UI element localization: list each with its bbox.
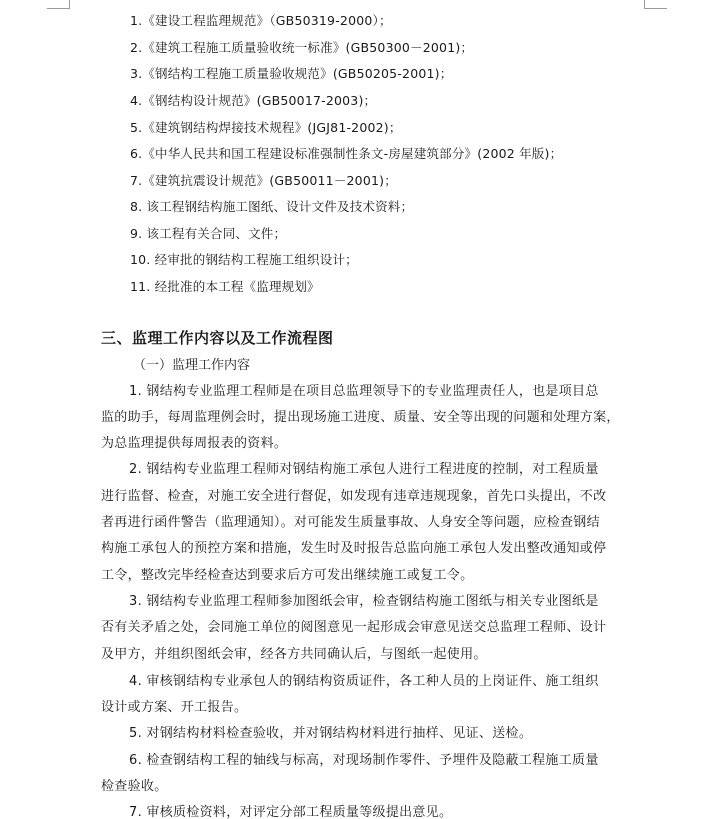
- reference-item-1: 1.《建设工程监理规范》（GB50319-2000）；: [130, 13, 392, 28]
- reference-item-6: 6.《中华人民共和国工程建设标准强制性条文-房屋建筑部分》(2002 年版)；: [130, 146, 563, 161]
- subsection-heading: （一）监理工作内容: [133, 358, 251, 373]
- page-corner-mark-right: [644, 0, 667, 9]
- paragraph-line: 否有关矛盾之处，会同施工单位的阅图意见一起形成会审意见送交总监理工程师、设计: [101, 620, 607, 635]
- paragraph-line: 者再进行函件警告（监理通知）。对可能发生质量事故、人身安全等问题，应检查钢结: [101, 515, 600, 530]
- paragraph-line: 进行监督、检查，对施工安全进行督促，如发现有违章违规现象，首先口头提出，不改: [101, 489, 607, 504]
- reference-item-10: 10. 经审批的钢结构工程施工组织设计；: [130, 252, 358, 267]
- paragraph-line: 6. 检查钢结构工程的轴线与标高，对现场制作零件、予埋件及隐蔽工程施工质量: [129, 753, 599, 768]
- reference-item-2: 2.《建筑工程施工质量验收统一标准》(GB50300－2001)；: [130, 40, 474, 55]
- paragraph-line: 为总监理提供每周报表的资料。: [101, 436, 288, 451]
- reference-item-11: 11. 经批准的本工程《监理规划》: [130, 279, 320, 294]
- paragraph-line: 2. 钢结构专业监理工程师对钢结构施工承包人进行工程进度的控制，对工程质量: [129, 462, 599, 477]
- reference-item-9: 9. 该工程有关合同、文件；: [130, 226, 287, 241]
- reference-item-5: 5.《建筑钢结构焊接技术规程》(JGJ81-2002)；: [130, 120, 402, 135]
- reference-item-7: 7.《建筑抗震设计规范》(GB50011－2001)；: [130, 173, 397, 188]
- section-heading: 三、监理工作内容以及工作流程图: [101, 329, 334, 347]
- reference-item-8: 8. 该工程钢结构施工图纸、设计文件及技术资料；: [130, 199, 414, 214]
- paragraph-line: 设计或方案、开工报告。: [101, 700, 248, 715]
- paragraph-line: 1. 钢结构专业监理工程师是在项目总监理领导下的专业监理责任人，也是项目总: [129, 384, 599, 399]
- paragraph-line: 4. 审核钢结构专业承包人的钢结构资质证件，各工种人员的上岗证件、施工组织: [129, 674, 599, 689]
- paragraph-line: 7. 审核质检资料，对评定分部工程质量等级提出意见。: [129, 805, 453, 819]
- paragraph-line: 3. 钢结构专业监理工程师参加图纸会审，检查钢结构施工图纸与相关专业图纸是: [129, 594, 599, 609]
- paragraph-line: 构施工承包人的预控方案和措施，发生时及时报告总监向施工承包人发出整改通知或停: [101, 541, 607, 556]
- reference-item-4: 4.《钢结构设计规范》(GB50017-2003)；: [130, 93, 377, 108]
- paragraph-line: 监的助手，每周监理例会时，提出现场施工进度、质量、安全等出现的问题和处理方案，: [101, 410, 620, 425]
- page-corner-mark-left: [47, 0, 70, 9]
- paragraph-line: 检查验收。: [101, 779, 168, 794]
- reference-item-3: 3.《钢结构工程施工质量验收规范》(GB50205-2001)；: [130, 66, 453, 81]
- paragraph-line: 及甲方，并组织图纸会审，经各方共同确认后，与图纸一起使用。: [101, 647, 487, 662]
- paragraph-line: 工令，整改完毕经检查达到要求后方可发出继续施工或复工令。: [101, 568, 474, 583]
- paragraph-line: 5. 对钢结构材料检查验收，并对钢结构材料进行抽样、见证、送检。: [129, 726, 533, 741]
